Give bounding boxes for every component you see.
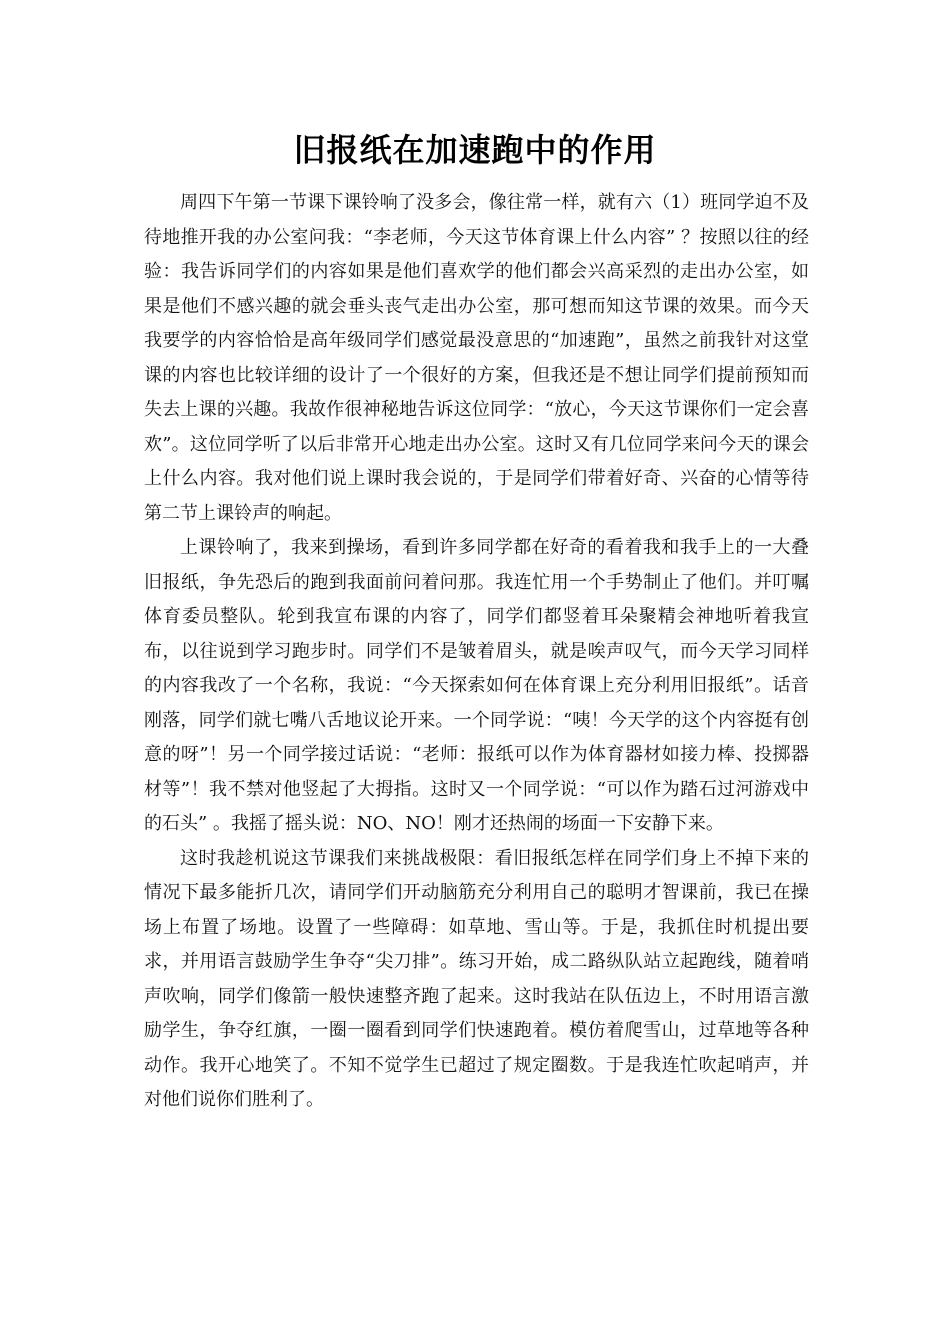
document-title: 旧报纸在加速跑中的作用 xyxy=(293,131,657,169)
paragraph-2: 上课铃响了，我来到操场，看到许多同学都在好奇的看着我和我手上的一大叠旧报纸，争先恐后的跑到我面前问着问那。我连忙用一个手势制止了他们。并叮嘱体育委员整队。轮到我宣布课的内容了，同学们都竖着耳朵聚精会神地听着我宣布，以往说到学习跑步时。同学们不是皱着眉头，就是唉声叹气，而今天学习同样的内容我改了一个名称，我说：“今天探索如何在体育课上充分利用旧报纸”。话音刚落，同学们就七嘴八舌地议论开来。一个同学说：“咦！今天学的这个内容挺有创意的呀”！另一个同学接过话说：“老师：报纸可以作为体育器材如接力棒、投掷器材等”！我不禁对他竖起了大拇指。这时又一个同学说：“可以作为踏石过河游戏中的石头” 。我摇了摇头说：NO、NO！刚才还热闹的场面一下安静下来。 xyxy=(144,537,809,834)
paragraph-1: 周四下午第一节课下课铃响了没多会，像往常一样，就有六（1）班同学迫不及待地推开我的办公室问我：“李老师，今天这节体育课上什么内容” ？按照以往的经验：我告诉同学们的内容如果是他们喜欢学的他们都会兴高采烈的走出办公室，如果是他们不感兴趣的就会垂头丧气走出办公室，那可想而知这节课的效果。而今天我要学的内容恰恰是高年级同学们感觉最没意思的“加速跑”，虽然之前我针对这堂课的内容也比较详细的设计了一个很好的方案，但我还是不想让同学们提前预知而失去上课的兴趣。我故作很神秘地告诉这位同学：“放心，今天这节课你们一定会喜欢”。这位同学听了以后非常开心地走出办公室。这时又有几位同学来问今天的课会上什么内容。我对他们说上课时我会说的，于是同学们带着好奇、兴奋的心情等待第二节上课铃声的响起。 xyxy=(144,192,809,524)
paragraph-3: 这时我趁机说这节课我们来挑战极限：看旧报纸怎样在同学们身上不掉下来的情况下最多能折几次，请同学们开动脑筋充分利用自己的聪明才智课前，我已在操场上布置了场地。设置了一些障碍：如草地、雪山等。于是，我抓住时机提出要求，并用语言鼓励学生争夺“尖刀排”。练习开始，成二路纵队站立起跑线，随着哨声吹响，同学们像箭一般快速整齐跑了起来。这时我站在队伍边上，不时用语言激励学生，争夺红旗，一圈一圈看到同学们快速跑着。模仿着爬雪山，过草地等各种动作。我开心地笑了。不知不觉学生已超过了规定圈数。于是我连忙吹起哨声，并对他们说你们胜利了。 xyxy=(144,847,809,1110)
document-body xyxy=(144,186,809,1118)
